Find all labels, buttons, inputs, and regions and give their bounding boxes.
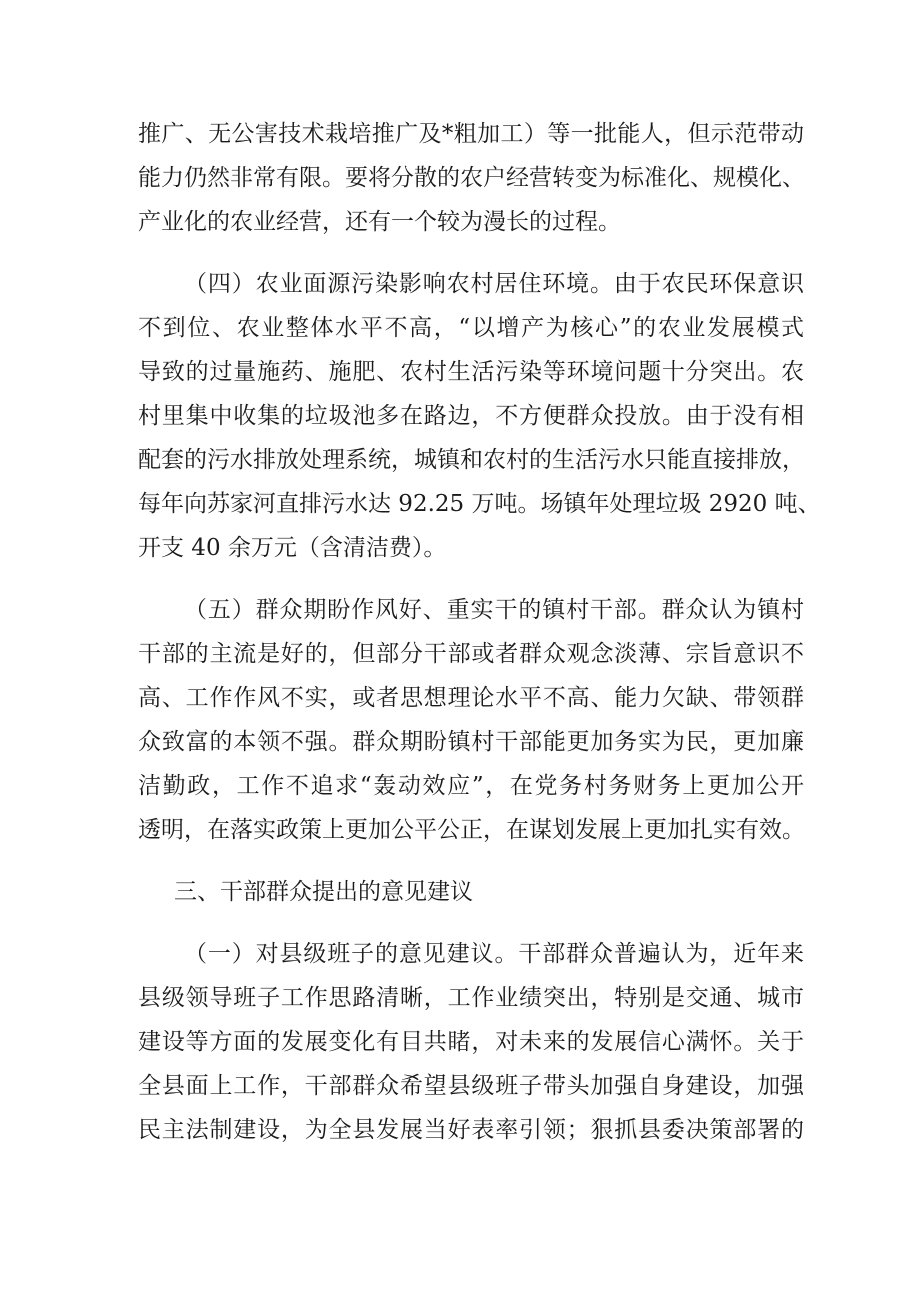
paragraph-3: [138, 588, 804, 852]
text-line: 推广、无公害技术栽培推广及*粗加工）等一批能人，但示范带动: [138, 121, 804, 147]
text-line: 导致的过量施药、施肥、农村生活污染等环境问题十分突出。农: [138, 359, 804, 385]
text-line: （一）对县级班子的意见建议。干部群众普遍认为，近年来: [184, 941, 804, 967]
paragraph-2: [138, 262, 821, 570]
text-line: （五）群众期盼作风好、重实干的镇村干部。群众认为镇村: [184, 597, 804, 623]
paragraph-4: [138, 932, 804, 1152]
text-line: 高、工作作风不实，或者思想理论水平不高、能力欠缺、带领群: [138, 685, 804, 711]
text-line: 洁勤政，工作不追求“轰动效应”，在党务村务财务上更加公开: [138, 773, 804, 799]
text-line: 村里集中收集的垃圾池多在路边，不方便群众投放。由于没有相: [138, 403, 804, 429]
text-line: 不到位、农业整体水平不高，“以增产为核心”的农业发展模式: [138, 315, 804, 341]
paragraph-1: [138, 112, 804, 244]
text-line: 每年向苏家河直排污水达 92.25 万吨。场镇年处理垃圾 2920 吨、: [138, 491, 821, 517]
text-line: 县级领导班子工作思路清晰，工作业绩突出，特别是交通、城市: [138, 985, 804, 1011]
text-line: 产业化的农业经营，还有一个较为漫长的过程。: [138, 209, 621, 235]
text-line: 建设等方面的发展变化有目共睹，对未来的发展信心满怀。关于: [138, 1029, 804, 1055]
text-line: 干部的主流是好的，但部分干部或者群众观念淡薄、宗旨意识不: [138, 641, 804, 667]
heading-line: 三、干部群众提出的意见建议: [174, 879, 473, 905]
text-line: （四）农业面源污染影响农村居住环境。由于农民环保意识: [184, 271, 804, 297]
text-line: 民主法制建设，为全县发展当好表率引领；狠抓县委决策部署的: [138, 1117, 804, 1143]
text-line: 能力仍然非常有限。要将分散的农户经营转变为标准化、规模化、: [138, 165, 805, 191]
text-line: 开支 40 余万元（含清洁费）。: [138, 535, 447, 561]
section-heading: [138, 870, 804, 914]
body-text: [138, 112, 821, 1152]
text-line: 众致富的本领不强。群众期盼镇村干部能更加务实为民，更加廉: [138, 729, 804, 755]
text-line: 透明，在落实政策上更加公平公正，在谋划发展上更加扎实有效。: [138, 817, 805, 843]
text-line: 全县面上工作，干部群众希望县级班子带头加强自身建设，加强: [138, 1073, 804, 1099]
text-line: 配套的污水排放处理系统，城镇和农村的生活污水只能直接排放，: [138, 447, 805, 473]
